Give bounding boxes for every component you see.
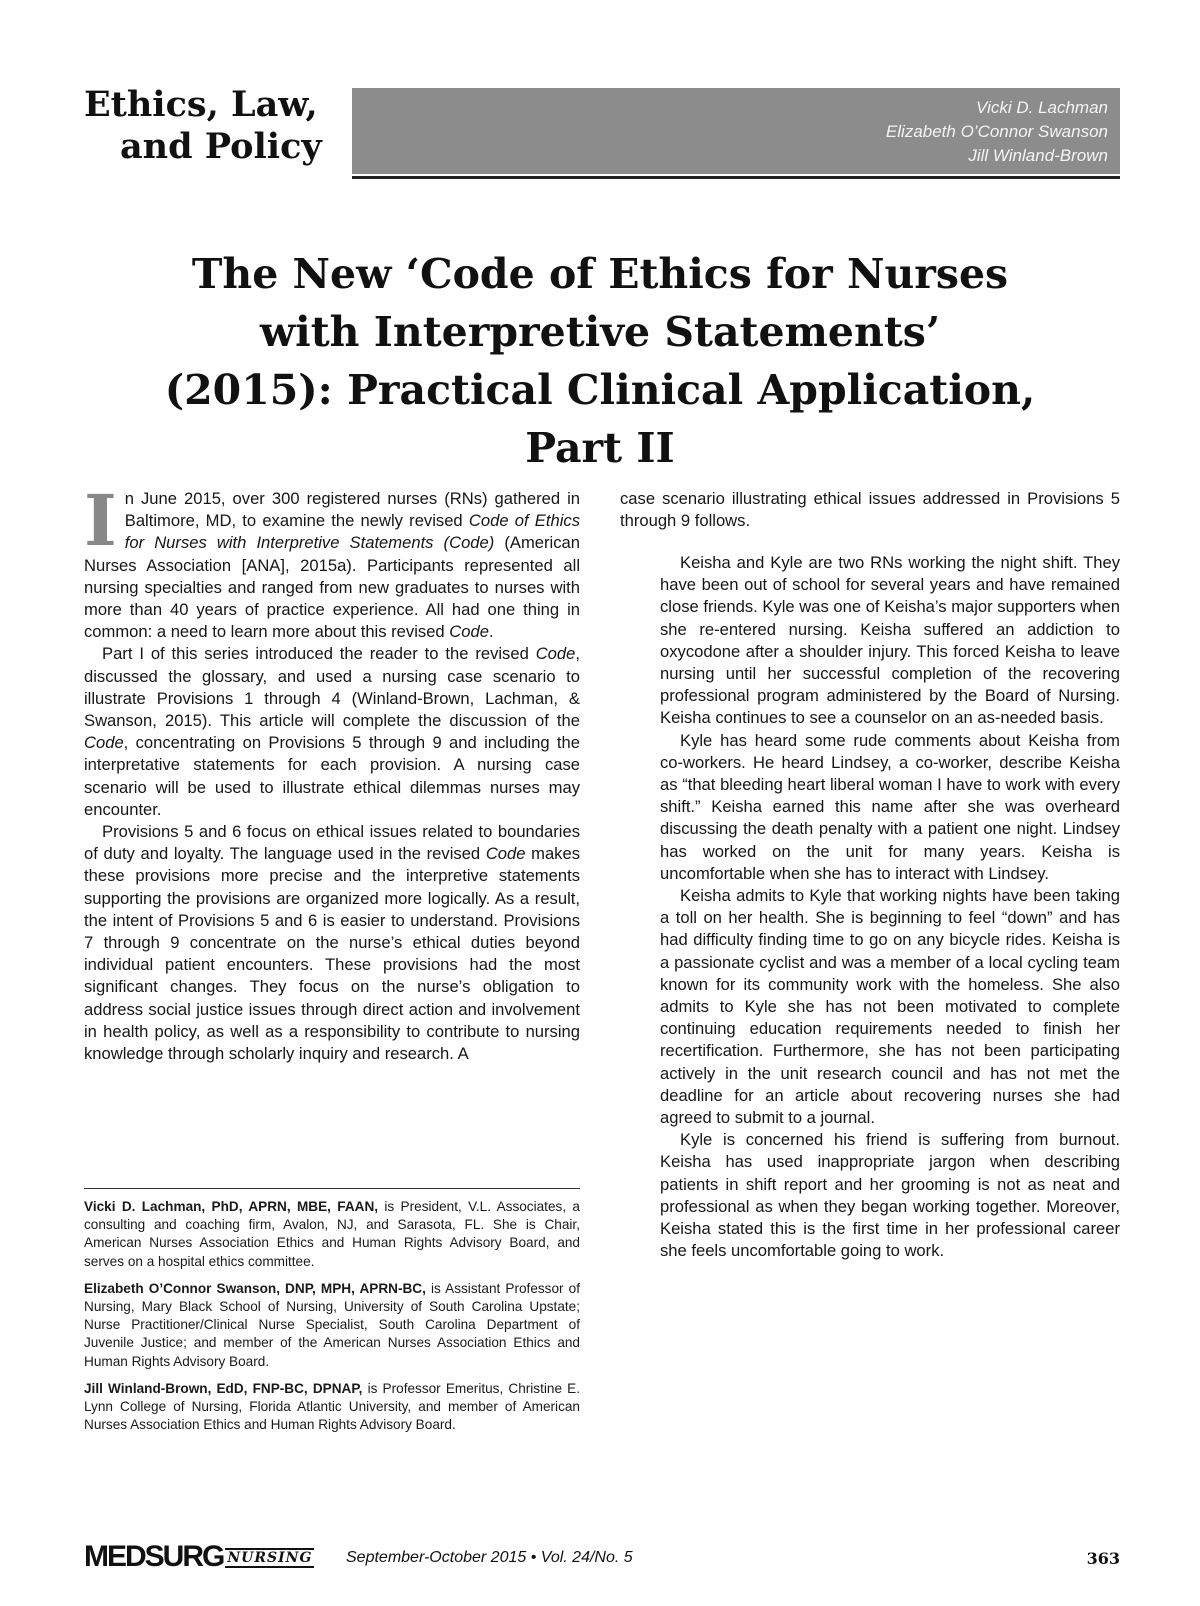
page-footer xyxy=(84,1542,1120,1572)
text-run: n June 2015, over 300 registered nurses (RNs) gathered in Baltimore, MD, to examine the newly revised xyxy=(124,489,580,531)
author-band xyxy=(352,88,1120,174)
text-run: . xyxy=(488,622,494,642)
section-title xyxy=(84,84,344,168)
body-paragraph xyxy=(84,643,580,821)
text-run: , discussed the glossary, and used a nursing case scenario to illustrate Provisions 1 through 4 (Winland-Brown, Lachman, & Swanson, 2015). This article will complete the discussion of the xyxy=(84,644,580,731)
text-run: Provisions 5 and 6 focus on ethical issues related to boundaries of duty and loyalty. The language used in the revised xyxy=(84,822,580,864)
title-line: (2015): Practical Clinical Application, xyxy=(164,366,1036,414)
body-paragraph xyxy=(84,821,580,1065)
body-column-left xyxy=(84,479,581,1065)
case-paragraph: Keisha admits to Kyle that working nights have been taking a toll on her health. She is beginning to feel “down” and has had difficulty finding time to go on any bicycle rides. Keisha is a passionate cyclist and was a member of a local cycling team known for its community work with the homeless. She also admits to Kyle she has not been motivated to complete continuing education requirements needed to finish her recertification. Furthermore, she has not been participating actively in the unit research council and has not met the deadline for an article about recovering nurses she had agreed to submit to a journal. xyxy=(660,886,1120,1128)
logo-sub: NURSING xyxy=(227,1550,313,1566)
author-name: Elizabeth O’Connor Swanson xyxy=(885,122,1108,141)
italic-run: Code xyxy=(449,622,489,642)
author-bios xyxy=(84,1198,580,1443)
author-name: Jill Winland-Brown xyxy=(968,146,1108,165)
text-run: (American Nurses Association [ANA], 2015a). Participants represented all nursing specialties and ranged from new graduates to nurses with more than 40 years of practice experience. All had one thing in common: a need to learn more about this revised xyxy=(84,533,580,642)
body-paragraph xyxy=(84,479,580,643)
title-line: with Interpretive Statements’ xyxy=(259,308,941,356)
author-name: Vicki D. Lachman xyxy=(976,98,1108,117)
bio-text: is Professor Emeritus, Christine E. Lynn College of Nursing, Florida Atlantic University, and member of American Nurses Association Ethics and Human Rights Advisory Board. xyxy=(84,1380,580,1433)
case-paragraph: Keisha and Kyle are two RNs working the night shift. They have been out of school for several years and have remained close friends. Kyle was one of Keisha’s major supporters when she re-entered nursing. Keisha suffered an addiction to oxycodone after a shoulder injury. This forced Keisha to leave nursing until her successful completion of the recovering professional program administered by the Board of Nursing. Keisha continues to see a counselor on an as-needed basis. xyxy=(660,553,1120,728)
logo-main: MEDSURG xyxy=(84,1540,224,1573)
author-bio xyxy=(84,1280,580,1371)
section-title-line1: Ethics, Law, xyxy=(84,84,318,125)
journal-logo xyxy=(84,1542,314,1572)
bio-text: is Assistant Professor of Nursing, Mary Black School of Nursing, University of South Carolina Upstate; Nurse Practitioner/Clinical Nurse Specialist, South Carolina Department of Juvenile Justice; and member of the American Nurses Association Ethics and Human Rights Advisory Board. xyxy=(84,1280,580,1369)
case-paragraph: Kyle is concerned his friend is suffering from burnout. Keisha has used inappropriate jargon when describing patients in shift report and her grooming is not as neat and professional as when they began working together. Moreover, Keisha stated this is the first time in her professional career she feels uncomfortable going to work. xyxy=(660,1130,1120,1261)
case-paragraph: Kyle has heard some rude comments about Keisha from co-workers. He heard Lindsey, a co-worker, describe Keisha as “that bleeding heart liberal woman I have to work with every shift.” Keisha earned this name after she was overheard discussing the death penalty with a patient one night. Lindsey has worked on the unit for many years. Keisha is uncomfortable when she has to interact with Lindsey. xyxy=(660,730,1120,883)
text-run: Part I of this series introduced the reader to the revised xyxy=(102,644,536,664)
header-rule xyxy=(352,176,1120,179)
author-bio xyxy=(84,1380,580,1435)
body-column-right-intro xyxy=(620,488,1120,532)
bio-name: Elizabeth O’Connor Swanson, DNP, MPH, APRN-BC, xyxy=(84,1280,426,1296)
italic-run: Code of Ethics for Nurses with Interpretive Statements (Code) xyxy=(124,511,580,553)
case-scenario xyxy=(660,552,1120,1263)
article-title xyxy=(100,245,1100,477)
italic-run: Code xyxy=(84,733,124,753)
issue-info: September-October 2015 • Vol. 24/No. 5 xyxy=(346,1549,633,1566)
title-line: Part II xyxy=(525,424,675,472)
section-title-line2: and Policy xyxy=(120,126,322,167)
italic-run: Code xyxy=(535,644,576,664)
body-paragraph: case scenario illustrating ethical issues addressed in Provisions 5 through 9 follows. xyxy=(620,489,1120,531)
text-run: makes these provisions more precise and the interpretive statements supporting the provisions are organized more logically. As a result, the intent of Provisions 5 and 6 is easier to understand. Provisions 7 through 9 concentrate on the nurse’s ethical duties beyond individual patient encounters. These provisions had the most significant changes. They focus on the nurse’s obligation to address social justice issues through direct action and involvement in health policy, as well as a responsibility to contribute to nursing knowledge through scholarly inquiry and research. A xyxy=(84,844,581,1064)
author-bio xyxy=(84,1198,580,1271)
title-line: The New ‘Code of Ethics for Nurses xyxy=(191,250,1009,298)
section-header xyxy=(84,78,1120,178)
italic-run: Code xyxy=(485,844,526,864)
bio-text: is President, V.L. Associates, a consulting and coaching firm, Avalon, NJ, and Sarasota, FL. She is Chair, American Nurses Association Ethics and Human Rights Advisory Board, and serves on a hospital ethics committee. xyxy=(84,1199,580,1269)
bio-name: Jill Winland-Brown, EdD, FNP-BC, DPNAP, xyxy=(84,1380,363,1396)
text-run: , concentrating on Provisions 5 through 9 and including the interpretative statements for each provision. A nursing case scenario will be used to illustrate ethical dilemmas nurses may encounter. xyxy=(84,733,580,819)
drop-cap: I xyxy=(84,479,117,562)
bio-name: Vicki D. Lachman, PhD, APRN, MBE, FAAN, xyxy=(84,1199,379,1214)
author-names xyxy=(886,96,1108,168)
bio-divider xyxy=(84,1188,580,1189)
page-number: 363 xyxy=(1086,1549,1120,1568)
